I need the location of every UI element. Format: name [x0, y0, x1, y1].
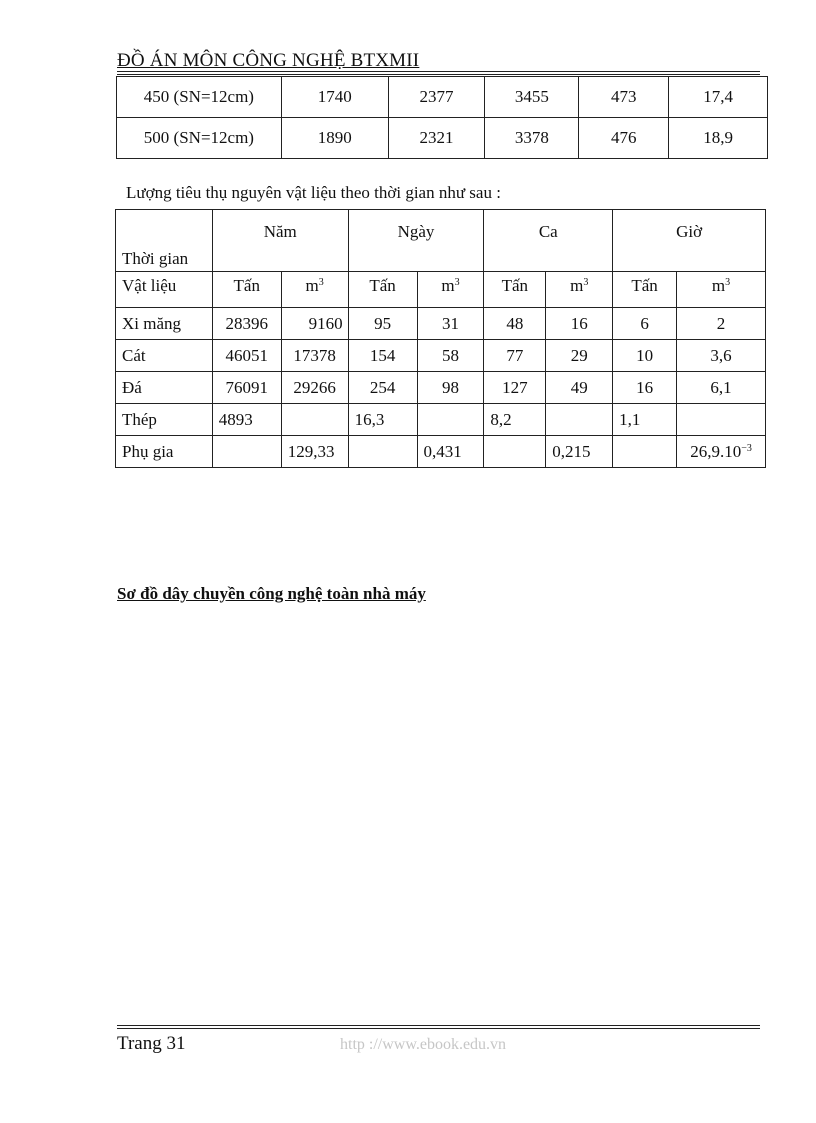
table-cell: 31 [417, 308, 484, 340]
table-cell: 16 [546, 308, 613, 340]
table-row [116, 372, 766, 404]
table-cell: 129,33 [281, 436, 348, 468]
table-header-row [116, 210, 766, 272]
time-header: Thời gian [116, 210, 213, 272]
period-header-year: Năm [212, 210, 348, 272]
document-header-title: ĐỒ ÁN MÔN CÔNG NGHỆ BTXMII [117, 50, 420, 71]
table-cell: 8,2 [484, 404, 546, 436]
header-rule [117, 74, 760, 75]
table-cell: 0,215 [546, 436, 613, 468]
table-cell: 0,431 [417, 436, 484, 468]
table-unit-row [116, 272, 766, 308]
table-row [116, 436, 766, 468]
table-cell: 450 (SN=12cm) [117, 77, 282, 118]
page-number: Trang 31 [117, 1033, 186, 1054]
table-cell: 76091 [212, 372, 281, 404]
table-cell: 16 [613, 372, 677, 404]
table-cell: 3,6 [677, 340, 766, 372]
table-cell [348, 436, 417, 468]
period-header-shift: Ca [484, 210, 613, 272]
watermark-url: http ://www.ebook.edu.vn [340, 1036, 507, 1053]
period-header-day: Ngày [348, 210, 484, 272]
table-cell: 1890 [281, 118, 388, 159]
table-cell-scientific: $26,9.10^{-3}$ [677, 436, 766, 468]
table-cell [281, 404, 348, 436]
table-cell: 3378 [485, 118, 579, 159]
table-row [117, 77, 768, 118]
table-cell: 46051 [212, 340, 281, 372]
table-cell: 28396 [212, 308, 281, 340]
table-cell [484, 436, 546, 468]
table-caption: Lượng tiêu thụ nguyên vật liệu theo thời gian như sau : [126, 183, 501, 202]
material-name: Cát [116, 340, 213, 372]
table-cell [546, 404, 613, 436]
table-cell: 3455 [485, 77, 579, 118]
table-cell: 18,9 [669, 118, 768, 159]
table-cell: 17378 [281, 340, 348, 372]
section-title: Sơ đồ dây chuyền công nghệ toàn nhà máy [117, 584, 426, 603]
table-cell: 6 [613, 308, 677, 340]
table-cell: 2321 [388, 118, 485, 159]
table-cell: 58 [417, 340, 484, 372]
table-cell: 9160 [281, 308, 348, 340]
table-cell: 500 (SN=12cm) [117, 118, 282, 159]
material-name: Đá [116, 372, 213, 404]
table-cell: 476 [579, 118, 669, 159]
table-cell: 127 [484, 372, 546, 404]
unit-cubic-meter: $m^3$ [546, 272, 613, 308]
table-cell: 2377 [388, 77, 485, 118]
table-cell: 2 [677, 308, 766, 340]
unit-tons: Tấn [212, 272, 281, 308]
period-header-hour: Giờ [613, 210, 766, 272]
table-cell: 95 [348, 308, 417, 340]
unit-cubic-meter: $m^3$ [677, 272, 766, 308]
header-rule [117, 71, 760, 72]
table-cell: 48 [484, 308, 546, 340]
material-consumption-table [115, 209, 766, 468]
table-cell: 29 [546, 340, 613, 372]
table-cell [417, 404, 484, 436]
table-row [116, 404, 766, 436]
unit-tons: Tấn [348, 272, 417, 308]
material-name: Xi măng [116, 308, 213, 340]
table-cell: 49 [546, 372, 613, 404]
table-cell: 1740 [281, 77, 388, 118]
table-cell: 4893 [212, 404, 281, 436]
table-cell: 98 [417, 372, 484, 404]
table-cell: 77 [484, 340, 546, 372]
unit-tons: Tấn [484, 272, 546, 308]
table-cell: 16,3 [348, 404, 417, 436]
table-cell: 473 [579, 77, 669, 118]
material-header: Vật liệu [116, 272, 213, 308]
table-cell: 6,1 [677, 372, 766, 404]
table-cell: 154 [348, 340, 417, 372]
table-row [116, 340, 766, 372]
table-cell: 10 [613, 340, 677, 372]
table-cell: 29266 [281, 372, 348, 404]
footer-rule [117, 1028, 760, 1029]
footer-rule [117, 1025, 760, 1026]
table-row [117, 118, 768, 159]
table-cell [212, 436, 281, 468]
material-name: Thép [116, 404, 213, 436]
mix-proportions-table [116, 76, 768, 159]
unit-tons: Tấn [613, 272, 677, 308]
table-cell: 17,4 [669, 77, 768, 118]
table-cell [677, 404, 766, 436]
table-cell [613, 436, 677, 468]
unit-cubic-meter: $m^3$ [417, 272, 484, 308]
table-cell: 1,1 [613, 404, 677, 436]
table-row [116, 308, 766, 340]
table-cell: 254 [348, 372, 417, 404]
material-name: Phụ gia [116, 436, 213, 468]
unit-cubic-meter: $m^3$ [281, 272, 348, 308]
